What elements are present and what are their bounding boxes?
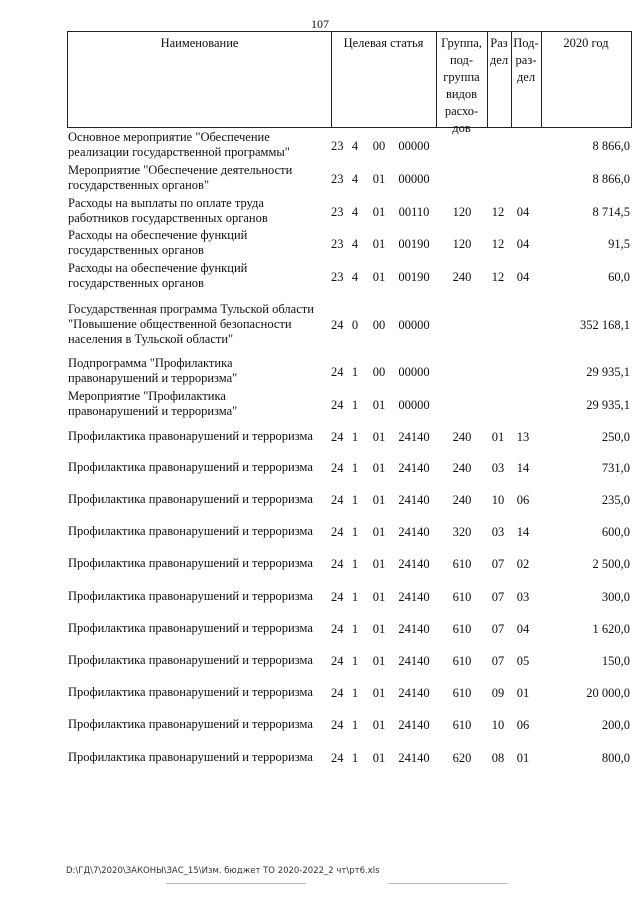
footer-file-path: D:\ГД\7\2020\ЗАКОНЫ\ЗАС_15\Изм. бюджет ТО 2020-2022_2 чт\рт6.xls: [66, 866, 380, 876]
row-name: Профилактика правонарушений и терроризма: [68, 429, 313, 443]
scan-artifact: [166, 883, 306, 884]
row-code-program: 23: [331, 270, 344, 284]
row-name: Профилактика правонарушений и терроризма: [68, 524, 313, 538]
row-code-subprogram: 1: [351, 365, 359, 379]
row-section-code: 07: [491, 590, 505, 604]
row-code-program: 24: [331, 398, 344, 412]
row-code-activity: 01: [372, 461, 386, 475]
row-name: Профилактика правонарушений и терроризма: [68, 685, 313, 699]
row-name: Государственная программа Тульской области "Повышение общественной безопасности населения в Тульской области": [68, 302, 314, 346]
row-code-direction: 24140: [398, 557, 430, 571]
row-code-direction: 24140: [398, 461, 430, 475]
row-expense-group: 610: [452, 686, 472, 700]
row-subsection-code: 02: [516, 557, 530, 571]
row-amount: 8 866,0: [592, 139, 630, 153]
row-name: Расходы на обеспечение функций государственных органов: [68, 228, 248, 257]
header-name: Наименование: [160, 36, 239, 50]
row-section-code: 03: [491, 461, 505, 475]
row-name: Профилактика правонарушений и терроризма: [68, 653, 313, 667]
row-code-subprogram: 1: [351, 751, 359, 765]
row-name: Подпрограмма "Профилактика правонарушений и терроризма": [68, 356, 238, 385]
row-subsection-code: 04: [516, 237, 530, 251]
row-name: Расходы на обеспечение функций государственных органов: [68, 261, 248, 290]
row-section-code: 08: [491, 751, 505, 765]
row-expense-group: 610: [452, 557, 472, 571]
row-expense-group: 240: [452, 461, 472, 475]
row-code-program: 23: [331, 237, 344, 251]
row-amount: 60,0: [608, 270, 630, 284]
row-name: Профилактика правонарушений и терроризма: [68, 750, 313, 764]
row-name: Профилактика правонарушений и терроризма: [68, 556, 313, 570]
row-section-code: 10: [491, 718, 505, 732]
row-subsection-code: 04: [516, 205, 530, 219]
row-code-program: 24: [331, 318, 344, 332]
row-expense-group: 610: [452, 654, 472, 668]
row-subsection-code: 06: [516, 718, 530, 732]
row-amount: 600,0: [601, 525, 630, 539]
row-code-direction: 00000: [398, 172, 430, 186]
row-section-code: 12: [491, 270, 505, 284]
row-code-program: 23: [331, 205, 344, 219]
row-name: Расходы на выплаты по оплате труда работников государственных органов: [68, 196, 268, 225]
row-name: Основное мероприятие "Обеспечение реализации государственной программы": [68, 130, 290, 159]
row-code-activity: 00: [372, 365, 386, 379]
row-amount: 200,0: [601, 718, 630, 732]
row-code-subprogram: 0: [351, 318, 359, 332]
row-section-code: 09: [491, 686, 505, 700]
page-number: 107: [311, 17, 329, 31]
row-code-subprogram: 4: [351, 270, 359, 284]
row-code-activity: 01: [372, 654, 386, 668]
row-subsection-code: 01: [516, 751, 530, 765]
row-code-program: 24: [331, 525, 344, 539]
row-code-activity: 00: [372, 318, 386, 332]
row-subsection-code: 14: [516, 525, 530, 539]
header-year: 2020 год: [563, 36, 609, 50]
row-code-direction: 24140: [398, 430, 430, 444]
row-code-direction: 00110: [398, 205, 430, 219]
row-code-program: 24: [331, 365, 344, 379]
row-section-code: 07: [491, 557, 505, 571]
row-section-code: 03: [491, 525, 505, 539]
row-code-program: 24: [331, 654, 344, 668]
row-amount: 150,0: [601, 654, 630, 668]
row-code-subprogram: 1: [351, 557, 359, 571]
row-code-activity: 00: [372, 139, 386, 153]
header-section: Раз дел: [489, 36, 509, 67]
row-amount: 731,0: [601, 461, 630, 475]
row-name: Профилактика правонарушений и терроризма: [68, 492, 313, 506]
row-amount: 8 866,0: [592, 172, 630, 186]
row-code-activity: 01: [372, 205, 386, 219]
row-amount: 20 000,0: [586, 686, 630, 700]
row-code-program: 23: [331, 139, 344, 153]
row-code-direction: 24140: [398, 525, 430, 539]
row-code-direction: 00000: [398, 365, 430, 379]
header-target-article: Целевая статья: [343, 36, 424, 50]
row-name: Мероприятие "Обеспечение деятельности государственных органов": [68, 163, 293, 192]
row-amount: 235,0: [601, 493, 630, 507]
row-code-subprogram: 4: [351, 139, 359, 153]
row-amount: 300,0: [601, 590, 630, 604]
row-code-subprogram: 4: [351, 237, 359, 251]
row-expense-group: 320: [452, 525, 472, 539]
row-amount: 352 168,1: [580, 318, 630, 332]
scan-artifact: [388, 883, 508, 884]
row-amount: 29 935,1: [586, 365, 630, 379]
row-subsection-code: 04: [516, 622, 530, 636]
header-group: Группа, под- группа видов расхо- дов: [441, 36, 482, 135]
row-section-code: 12: [491, 205, 505, 219]
row-expense-group: 240: [452, 270, 472, 284]
row-amount: 250,0: [601, 430, 630, 444]
row-code-direction: 00000: [398, 398, 430, 412]
row-expense-group: 240: [452, 430, 472, 444]
row-section-code: 07: [491, 654, 505, 668]
row-code-subprogram: 1: [351, 590, 359, 604]
row-amount: 8 714,5: [592, 205, 630, 219]
row-code-program: 23: [331, 172, 344, 186]
row-code-activity: 01: [372, 622, 386, 636]
row-code-direction: 00190: [398, 237, 430, 251]
row-code-subprogram: 1: [351, 525, 359, 539]
row-code-activity: 01: [372, 525, 386, 539]
row-code-program: 24: [331, 751, 344, 765]
row-code-direction: 00000: [398, 318, 430, 332]
row-code-direction: 24140: [398, 686, 430, 700]
row-code-subprogram: 1: [351, 718, 359, 732]
row-subsection-code: 06: [516, 493, 530, 507]
row-code-program: 24: [331, 590, 344, 604]
row-code-activity: 01: [372, 270, 386, 284]
row-code-subprogram: 1: [351, 686, 359, 700]
row-code-direction: 24140: [398, 718, 430, 732]
row-code-activity: 01: [372, 398, 386, 412]
row-subsection-code: 01: [516, 686, 530, 700]
row-code-activity: 01: [372, 172, 386, 186]
row-name: Профилактика правонарушений и терроризма: [68, 621, 313, 635]
row-amount: 1 620,0: [592, 622, 630, 636]
row-amount: 800,0: [601, 751, 630, 765]
row-code-direction: 00190: [398, 270, 430, 284]
row-code-activity: 01: [372, 493, 386, 507]
row-expense-group: 120: [452, 205, 472, 219]
row-code-direction: 24140: [398, 622, 430, 636]
row-subsection-code: 13: [516, 430, 530, 444]
row-amount: 91,5: [608, 237, 630, 251]
row-code-direction: 24140: [398, 493, 430, 507]
row-code-program: 24: [331, 557, 344, 571]
row-amount: 29 935,1: [586, 398, 630, 412]
row-subsection-code: 04: [516, 270, 530, 284]
row-section-code: 07: [491, 622, 505, 636]
row-code-subprogram: 4: [351, 172, 359, 186]
row-section-code: 10: [491, 493, 505, 507]
row-code-subprogram: 4: [351, 205, 359, 219]
row-code-subprogram: 1: [351, 493, 359, 507]
row-code-subprogram: 1: [351, 654, 359, 668]
row-expense-group: 610: [452, 590, 472, 604]
row-code-direction: 24140: [398, 590, 430, 604]
row-code-program: 24: [331, 430, 344, 444]
row-code-direction: 24140: [398, 751, 430, 765]
row-code-program: 24: [331, 718, 344, 732]
row-name: Профилактика правонарушений и терроризма: [68, 589, 313, 603]
row-section-code: 12: [491, 237, 505, 251]
row-expense-group: 610: [452, 718, 472, 732]
row-amount: 2 500,0: [592, 557, 630, 571]
row-code-activity: 01: [372, 718, 386, 732]
row-code-activity: 01: [372, 430, 386, 444]
row-expense-group: 610: [452, 622, 472, 636]
row-name: Профилактика правонарушений и терроризма: [68, 717, 313, 731]
row-name: Мероприятие "Профилактика правонарушений и терроризма": [68, 389, 238, 418]
row-code-activity: 01: [372, 590, 386, 604]
row-subsection-code: 14: [516, 461, 530, 475]
row-code-subprogram: 1: [351, 398, 359, 412]
row-code-activity: 01: [372, 686, 386, 700]
row-section-code: 01: [491, 430, 505, 444]
row-subsection-code: 05: [516, 654, 530, 668]
row-code-activity: 01: [372, 751, 386, 765]
row-code-program: 24: [331, 461, 344, 475]
table-header: [67, 31, 632, 135]
row-code-subprogram: 1: [351, 622, 359, 636]
row-code-program: 24: [331, 622, 344, 636]
row-subsection-code: 03: [516, 590, 530, 604]
row-expense-group: 240: [452, 493, 472, 507]
row-expense-group: 120: [452, 237, 472, 251]
row-expense-group: 620: [452, 751, 472, 765]
row-code-subprogram: 1: [351, 430, 359, 444]
row-code-activity: 01: [372, 557, 386, 571]
row-code-direction: 24140: [398, 654, 430, 668]
row-code-program: 24: [331, 493, 344, 507]
row-code-program: 24: [331, 686, 344, 700]
row-code-activity: 01: [372, 237, 386, 251]
row-code-subprogram: 1: [351, 461, 359, 475]
row-code-direction: 00000: [398, 139, 430, 153]
header-subsection: Под- раз- дел: [513, 36, 539, 84]
row-name: Профилактика правонарушений и терроризма: [68, 460, 313, 474]
